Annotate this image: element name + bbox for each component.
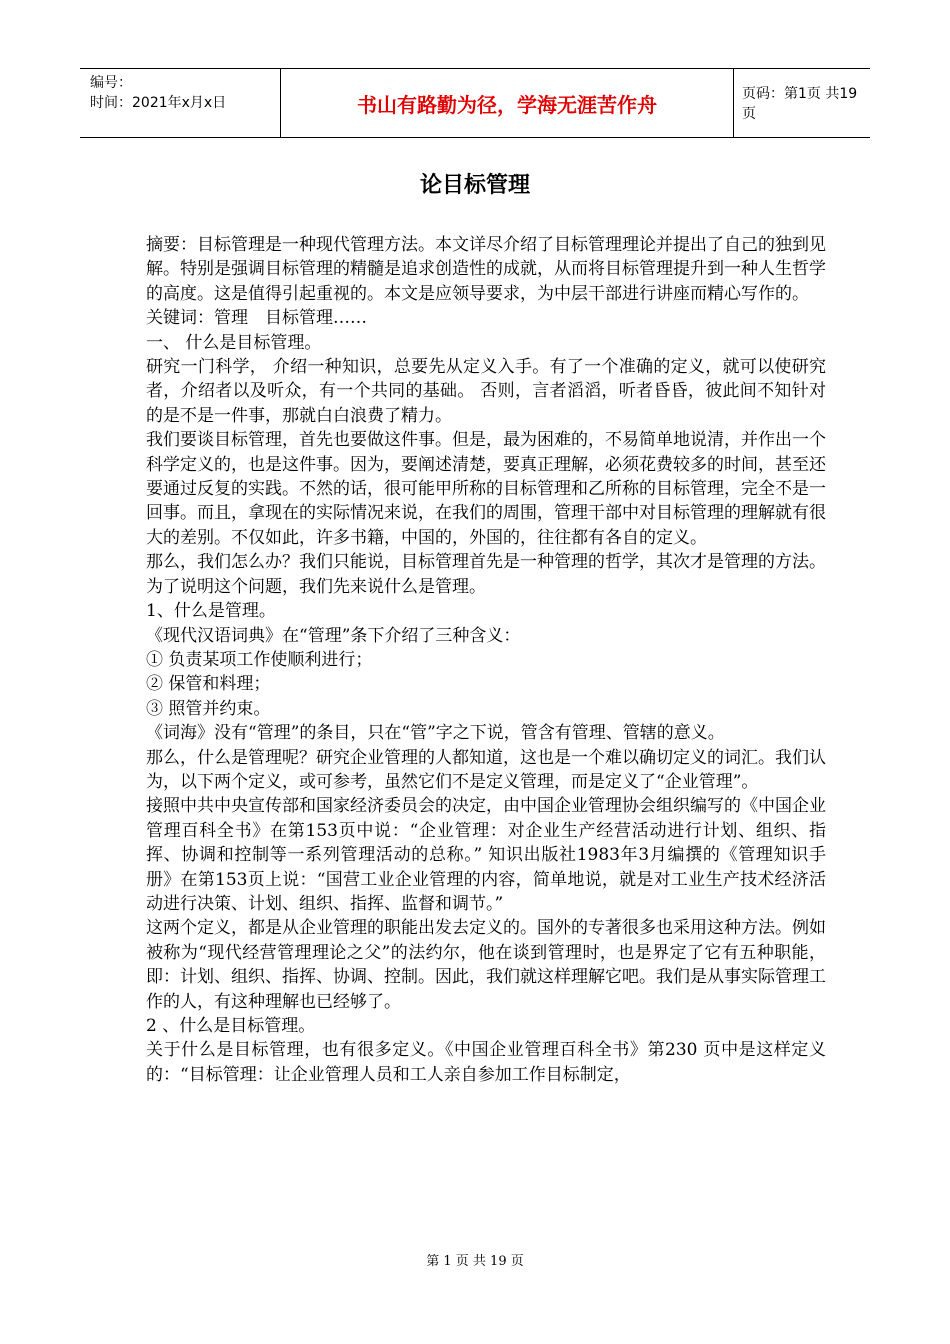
paragraph: 这两个定义，都是从企业管理的职能出发去定义的。国外的专著很多也采用这种方法。例如被称为“现代经营管理理论之父”的法约尔，他在谈到管理时，也是界定了它有五种职能，即：计划、组织、指挥、协调、控制。因此，我们就这样理解它吧。我们是从事实际管理工作的人，有这种理解也已经够了。 bbox=[146, 918, 826, 1012]
paragraph: 研究一门科学， 介绍一种知识，总要先从定义入手。有了一个准确的定义，就可以使研究者，介绍者以及听众，有一个共同的基础。 否则，言者滔滔，听者昏昏，彼此间不知针对的是不是一件事，那就白白浪费了精力。 bbox=[146, 357, 826, 426]
document-title: 论目标管理 bbox=[419, 173, 530, 198]
paragraph: 《词海》没有“管理”的条目，只在“管”字之下说，管含有管理、管辖的意义。 bbox=[146, 723, 725, 744]
list-item: ③ 照管并约束。 bbox=[146, 698, 271, 719]
header-page-info: 页码：第1页 共19页 bbox=[742, 86, 858, 122]
paragraph: 关于什么是目标管理，也有很多定义。《中国企业管理百科全书》第230 页中是这样定义的：“目标管理：让企业管理人员和工人亲自参加工作目标制定， bbox=[146, 1040, 826, 1085]
section-heading: 一、 什么是目标管理。 bbox=[146, 332, 322, 353]
paragraph-abstract: 摘要：目标管理是一种现代管理方法。本文详尽介绍了目标管理理论并提出了自己的独到见解。特别是强调目标管理的精髓是追求创造性的成就，从而将目标管理提升到一种人生哲学的高度。这是值得引起重视的。本文是应领导要求，为中层干部进行讲座而精心写作的。 bbox=[146, 235, 826, 304]
paragraph-keywords: 关键词：管理 目标管理…… bbox=[146, 308, 367, 329]
subsection-heading: 1、什么是管理。 bbox=[146, 601, 276, 622]
paragraph: 接照中共中央宣传部和国家经济委员会的决定，由中国企业管理协会组织编写的《中国企业管理百科全书》在第153页中说：“企业管理：对企业生产经营活动进行计划、组织、指挥、协调和控制等一系列管理活动的总称。” 知识出版社1983年3月编撰的《管理知识手册》在第153页上说：“国营工业企业管理的内容，简单地说，就是对工业生产技术经济活动进行决策、计划、组织、指挥、监督和调节。” bbox=[146, 796, 826, 914]
list-item: ① 负责某项工作使顺利进行； bbox=[146, 649, 373, 670]
header-left bbox=[90, 73, 226, 113]
document-body bbox=[146, 233, 826, 1087]
paragraph: 我们要谈目标管理，首先也要做这件事。但是，最为困难的，不易简单地说清，并作出一个科学定义的，也是这件事。因为，要阐述清楚，要真正理解，必须花费较多的时间，甚至还要通过反复的实践。不然的话，很可能甲所称的目标管理和乙所称的目标管理，完全不是一回事。而且，拿现在的实际情况来说，在我们的周围，管理干部中对目标管理的理解就有很大的差别。不仅如此，许多书籍，中国的，外国的，往往都有各自的定义。 bbox=[146, 430, 826, 548]
paragraph: 《现代汉语词典》在“管理”条下介绍了三种含义： bbox=[146, 625, 521, 646]
subsection-heading: 2 、什么是目标管理。 bbox=[146, 1016, 316, 1036]
list-item: ② 保管和料理； bbox=[146, 674, 271, 695]
page-header bbox=[80, 68, 870, 138]
paragraph: 那么，我们怎么办？我们只能说，目标管理首先是一种管理的哲学，其次才是管理的方法。为了说明这个问题，我们先来说什么是管理。 bbox=[146, 552, 826, 597]
header-motto: 书山有路勤为径，学海无涯苦作舟 bbox=[280, 69, 734, 137]
time-label: 时间：2021年x月x日 bbox=[90, 95, 227, 111]
page-footer: 第 1 页 共 19 页 bbox=[426, 1254, 524, 1269]
number-label: 编号： bbox=[90, 75, 132, 91]
paragraph: 那么，什么是管理呢？研究企业管理的人都知道，这也是一个难以确切定义的词汇。我们认为，以下两个定义，或可参考，虽然它们不是定义管理，而是定义了“企业管理”。 bbox=[146, 747, 826, 792]
